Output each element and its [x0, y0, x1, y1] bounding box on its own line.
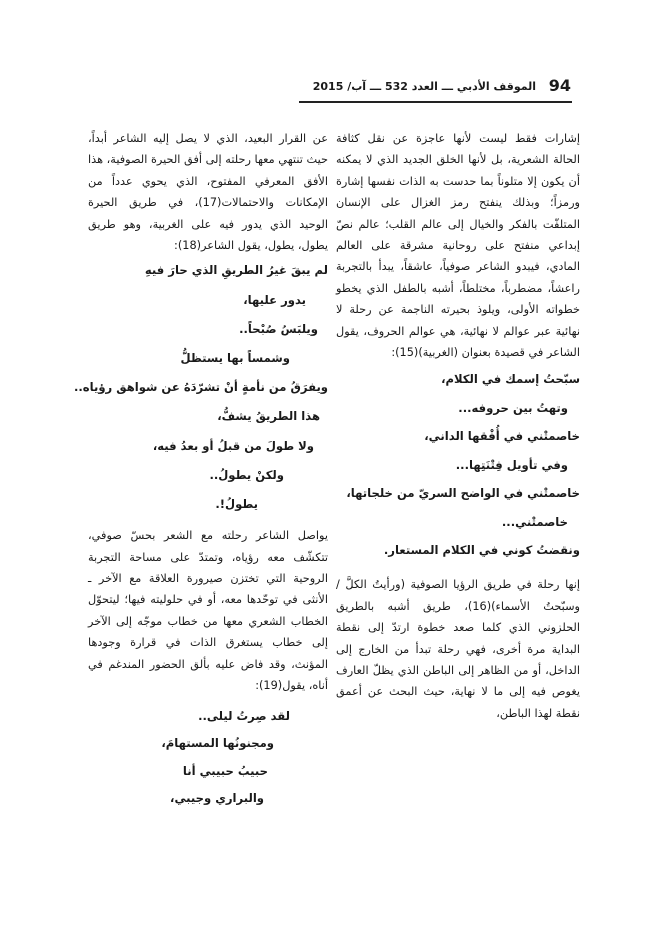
poem-line: خاصمتْني في الواضح السريّ من خلجاتها،: [346, 486, 580, 501]
paragraph-sufi: يواصل الشاعر رحلته مع الشعر بحسّ صوفي، تتكشّف معه رؤياه، وتمتدّ على مساحة التجربة الروحية التي تختزن صيرورة العلاقة مع الآخر ـ الأنثى في توحّدها معه، أو في حلوليته فيها؛ ليتحوّل الخطاب الشعري معها من خطاب موجّه إلى الآخر إلى خطاب يستغرق الذات في قرارة وجودها المؤنث، وقد فاض عليه بألق الحضور المندغم في أناه، يقول(19):: [88, 529, 328, 693]
poem-line: ولا طولَ من قبلُ أو بعدُ فيه،: [152, 438, 314, 453]
poem-line: خاصمتْني...: [501, 514, 568, 529]
poem-line: ولكنْ يطولُ..: [209, 467, 284, 482]
poem-line: حبيبُ حبيبي أنا: [182, 763, 268, 778]
poem-road: [73, 256, 328, 519]
left-column: [73, 128, 328, 813]
poem-line: هذا الطريقُ يشفُّ،: [217, 409, 320, 424]
poem-line: لم يبقَ غيرُ الطريقِ الذي حارَ فيهِ: [144, 263, 328, 278]
poem-line: خاصمتْني في أُفْقها الداني،: [424, 429, 580, 444]
poem-ghariba: [336, 365, 580, 564]
poem-line: ويلبَسُ صُبْحاً..: [239, 321, 318, 336]
page-header: [0, 74, 661, 100]
poem-line: والبراري وجيبي،: [170, 791, 264, 806]
poem-line: يدور عليها،: [243, 292, 306, 307]
header-rule: [299, 101, 572, 103]
poem-line: وشمساً بها يستظلُّ: [180, 351, 290, 366]
paragraph-horizon: عن القرار البعيد، الذي لا يصل إليه الشاعر أبداً، حيث تنتهي معها رحلته إلى أفق الحيرة الصوفية، هذا الأفق المعرفي المفتوح، الذي يحوي عدداً من الإمكانات والاحتمالات(17)، في طريق الحيرة الوحيد الذي يدور فيه على الغربية، وهو طريق يطول، يطول، يقول الشاعر(18):: [88, 132, 328, 253]
page-number: 94: [548, 76, 571, 95]
paragraph-intro: إشارات فقط ليست لأنها عاجزة عن نقل كثافة الحالة الشعرية، بل لأنها الخلق الجديد الذي لا يمكنه أن يكون إلا متلوناً بما حدست به الذات نفسها إشارة ورمزاً؛ وبذلك ينفتح رمز الغزال على الإنسان المتلفّت بالفكر والخيال إلى عالم القلب؛ عالم نصّ إبداعي منفتح على روحانية مشرقة على العالم المادي، فيبدو الشاعر صوفياً، عاشقاً، يبدأ بالتجربة راعشاً، مضطرباً، مختلطاً، أشبه بالطفل الذي يخطو خطواته الأولى، ويلوذ بحيرته الناجمة عن رحلة لا نهائية عبر عوالم لا نهائية، هي عوالم الحروف، يقول الشاعر في قصيدة بعنوان (الغربية)(15):: [336, 132, 580, 360]
paragraph-journey: إنها رحلة في طريق الرؤيا الصوفية (ورأيتُ الكلَّ / وسبّحتُ الأسماء)(16)، طريق أشبه بالطريق الحلزوني الذي كلما صعد خطوة ارتدّ إلى نقطة البداية مرة أخرى، فهي رحلة تبدأ من الخارج إلى الداخل، أو من الظاهر إلى الباطن الذي يظلّ العارف يغوص فيه إلى ما لا نهاية، حيث البحث عن أعمق نقطة لهذا الباطن،: [336, 578, 581, 720]
running-head: الموقف الأدبي ـــ العدد 532 ـــ آب/ 2015: [312, 80, 536, 93]
poem-line: سبّحتُ إسمك في الكلام،: [441, 372, 580, 387]
poem-line: ومجنونُها المستهامَ،: [161, 736, 274, 751]
right-column: [336, 128, 580, 724]
poem-line: وفي تأويل فِتْنَتِها...: [455, 457, 568, 472]
poem-line: ونقضتُ كوني في الكلام المستعار.: [383, 542, 580, 557]
poem-layla: [88, 703, 328, 813]
poem-line: يطولُ!.: [215, 497, 258, 512]
poem-line: وتهتُ بين حروفه...: [458, 400, 568, 415]
poem-line: لقد صِرتُ ليلى..: [198, 708, 290, 723]
poem-line: ويفرَقُ من نأمةٍ أنْ تشرّدَهُ عن شواهق رؤياه..: [73, 380, 328, 395]
